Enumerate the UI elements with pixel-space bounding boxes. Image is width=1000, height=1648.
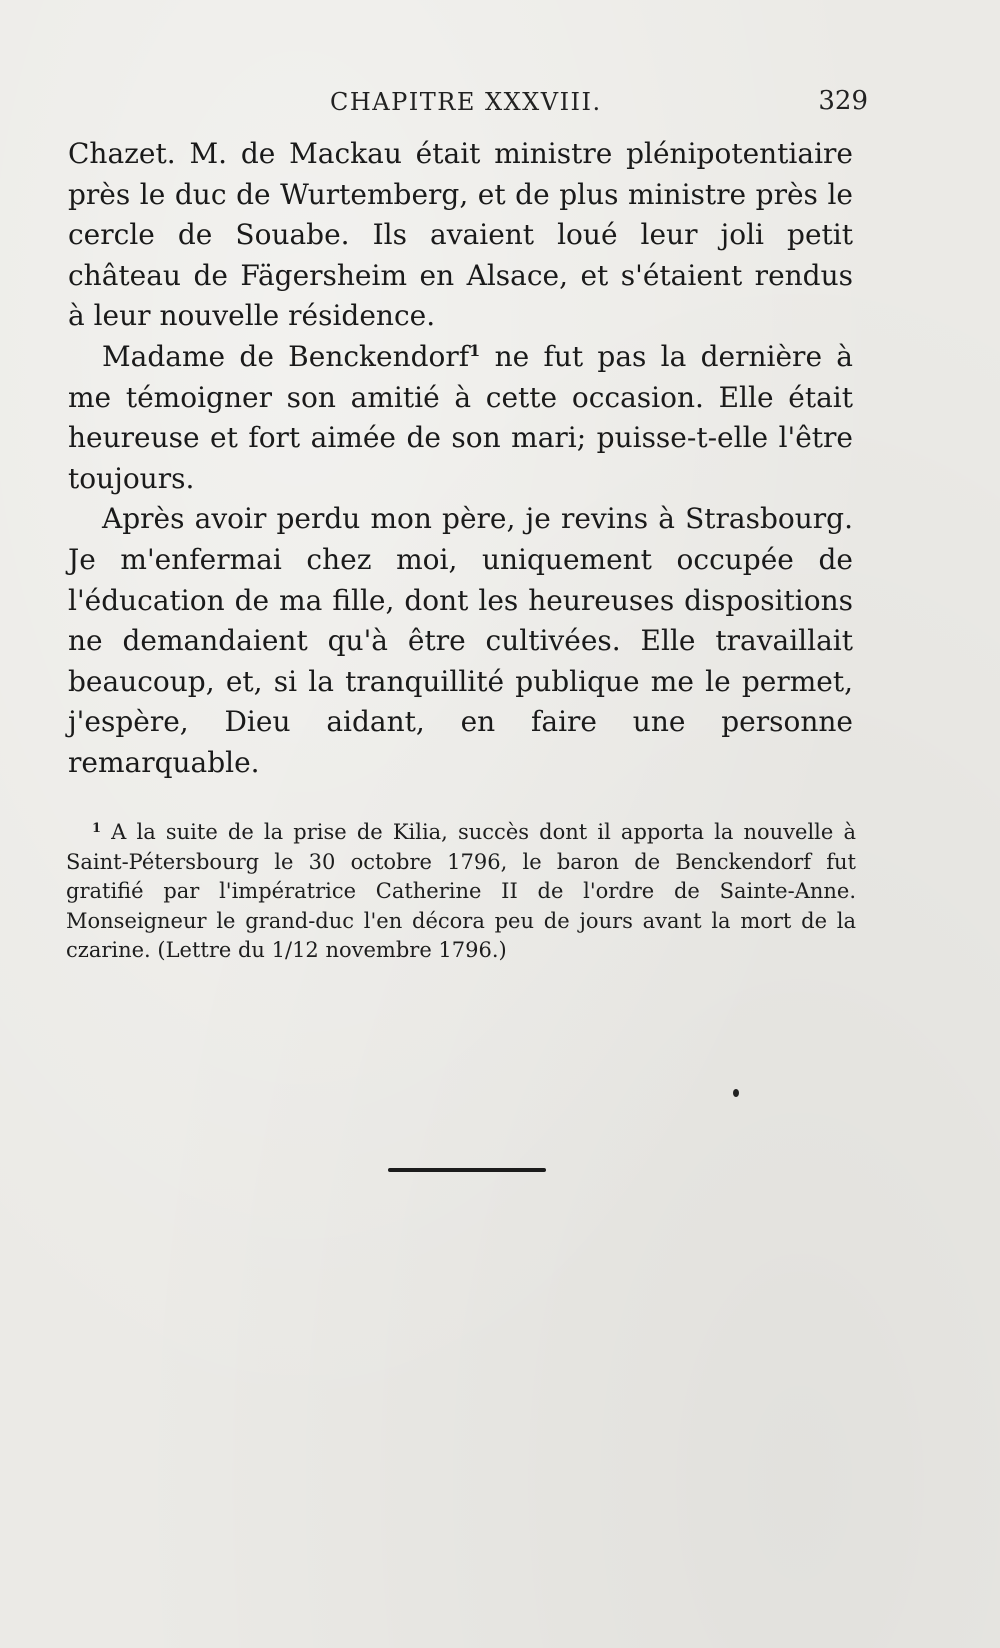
end-rule: [388, 1168, 546, 1172]
paragraph-benckendorf: [68, 337, 853, 499]
chapter-title: CHAPITRE XXXVIII.: [330, 88, 602, 116]
paragraph-strasbourg: Après avoir perdu mon père, je revins à Strasbourg. Je m'enfermai chez moi, uniquement occupée de l'éducation de ma fille, dont les heureuses dispositions ne demandaient qu'à être cultivées. Elle travaillait beaucoup, et, si la tranquillité publique me le permet, j'espère, Dieu aidant, en faire une personne remarquable.: [68, 502, 853, 779]
paragraph-benckendorf-end: ne fut pas la dernière à me témoigner son amitié à cette occasion. Elle était heureuse et fort aimée de son mari; puisse-t-elle l'être toujours.: [68, 339, 853, 495]
running-head: [68, 82, 868, 122]
footnote-text: A la suite de la prise de Kilia, succès dont il apporta la nouvelle à Saint-Pétersbourg le 30 octobre 1796, le baron de Benckendorf fut gratifié par l'impératrice Catherine II de l'ordre de Sainte-Anne. Monseigneur le grand-duc l'en décora peu de jours avant la mort de la czarine. (Lettre du 1/12 novembre 1796.): [66, 820, 856, 962]
body-text: [68, 134, 853, 784]
footnote: [66, 818, 856, 966]
footnote-paragraph: [66, 818, 856, 966]
footnote-marker: 1: [92, 821, 102, 836]
footnote-reference[interactable]: 1: [469, 340, 481, 360]
page-number: 329: [818, 86, 868, 116]
paragraph-continued: Chazet. M. de Mackau était ministre plénipotentiaire près le duc de Wurtemberg, et de plus ministre près le cercle de Souabe. Ils avaient loué leur joli petit château de Fägersheim en Alsace, et s'étaient rendus à leur nouvelle résidence.: [68, 137, 853, 333]
paragraph-benckendorf-start: Madame de Benckendorf: [102, 339, 470, 373]
ink-speck: [733, 1089, 739, 1097]
